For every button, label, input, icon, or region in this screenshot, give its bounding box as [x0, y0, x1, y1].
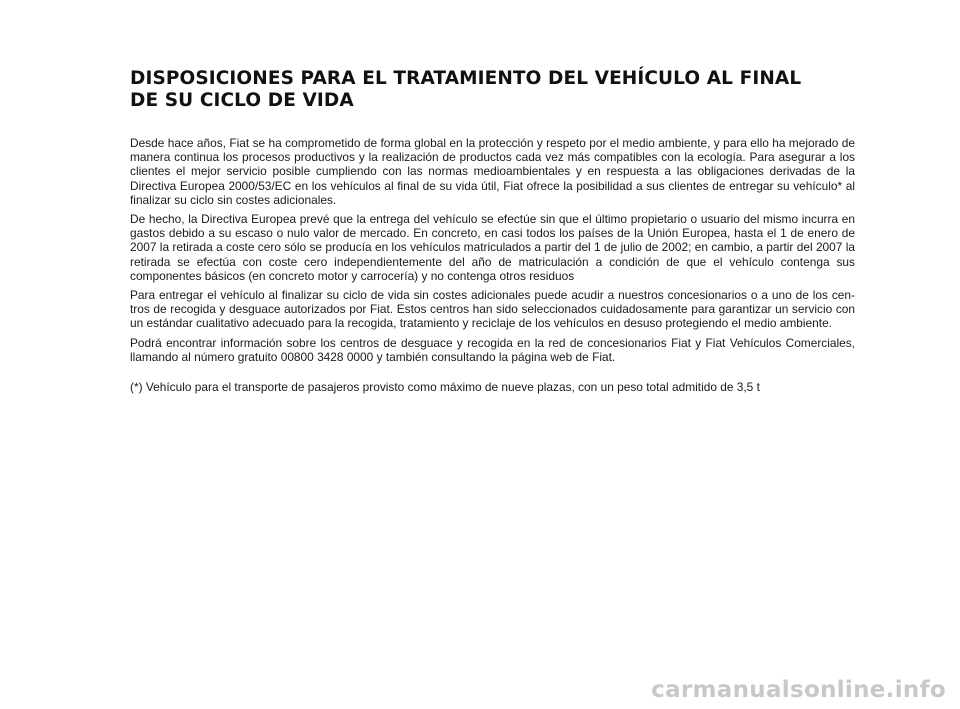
- page-title-line-1: DISPOSICIONES PARA EL TRATAMIENTO DEL VEHÍCULO AL FINAL: [130, 68, 802, 89]
- page-title: [130, 68, 855, 112]
- paragraph-commitment: Desde hace años, Fiat se ha comprometido de forma global en la protección y respeto por el medio ambiente, y para ello ha mejorado de manera continua los procesos productivos y la realización de productos cada vez más compatibles con la ecología. Para asegurar a los clientes el mejor servicio posible cumpliendo con las normas medioambientales y en respuesta a las obligaciones derivadas de la Directiva Europea 2000/53/EC en los vehículos al final de su vida útil, Fiat ofrece la posibilidad a sus clientes de entregar su vehículo* al finalizar su ciclo sin costes adicionales.: [130, 136, 855, 207]
- document-body: [130, 136, 855, 364]
- page-title-line-2: DE SU CICLO DE VIDA: [130, 90, 354, 111]
- document-page: [130, 68, 855, 406]
- paragraph-delivery: Para entregar el vehículo al finalizar su ciclo de vida sin costes adicionales puede acudir a nuestros concesionarios o a uno de los centros de recogida y desguace autorizados por Fiat. Estos centros han sido seleccionados cuidadosamente para garantizar un servicio con un estándar cualitativo adecuado para la recogida, tratamiento y reciclaje de los vehículos en desuso protegiendo el medio ambiente.: [130, 288, 855, 331]
- footnote: (*) Vehículo para el transporte de pasajeros provisto como máximo de nueve plazas, con un peso total admitido de 3,5 t: [130, 380, 760, 395]
- watermark: carmanualsonline.info: [651, 677, 946, 703]
- paragraph-information: Podrá encontrar información sobre los centros de desguace y recogida en la red de concesionarios Fiat y Fiat Vehículos Comerciales, llamando al número gratuito 00800 3428 0000 y también consultando la página web de Fiat.: [130, 335, 855, 364]
- paragraph-directive: De hecho, la Directiva Europea prevé que la entrega del vehículo se efectúe sin que el último propietario o usuario del mismo incurra en gastos debido a su escaso o nulo valor de mercado. En concreto, en casi todos los países de la Unión Europea, hasta el 1 de enero de 2007 la retirada a coste cero sólo se producía en los vehículos matriculados a partir del 1 de julio de 2002; en cambio, a partir del 2007 la retirada se efectúa con coste cero independientemente del año de matriculación a condición de que el vehículo contenga sus componentes básicos (en concreto motor y carrocería) y no contenga otros residuos: [130, 212, 855, 283]
